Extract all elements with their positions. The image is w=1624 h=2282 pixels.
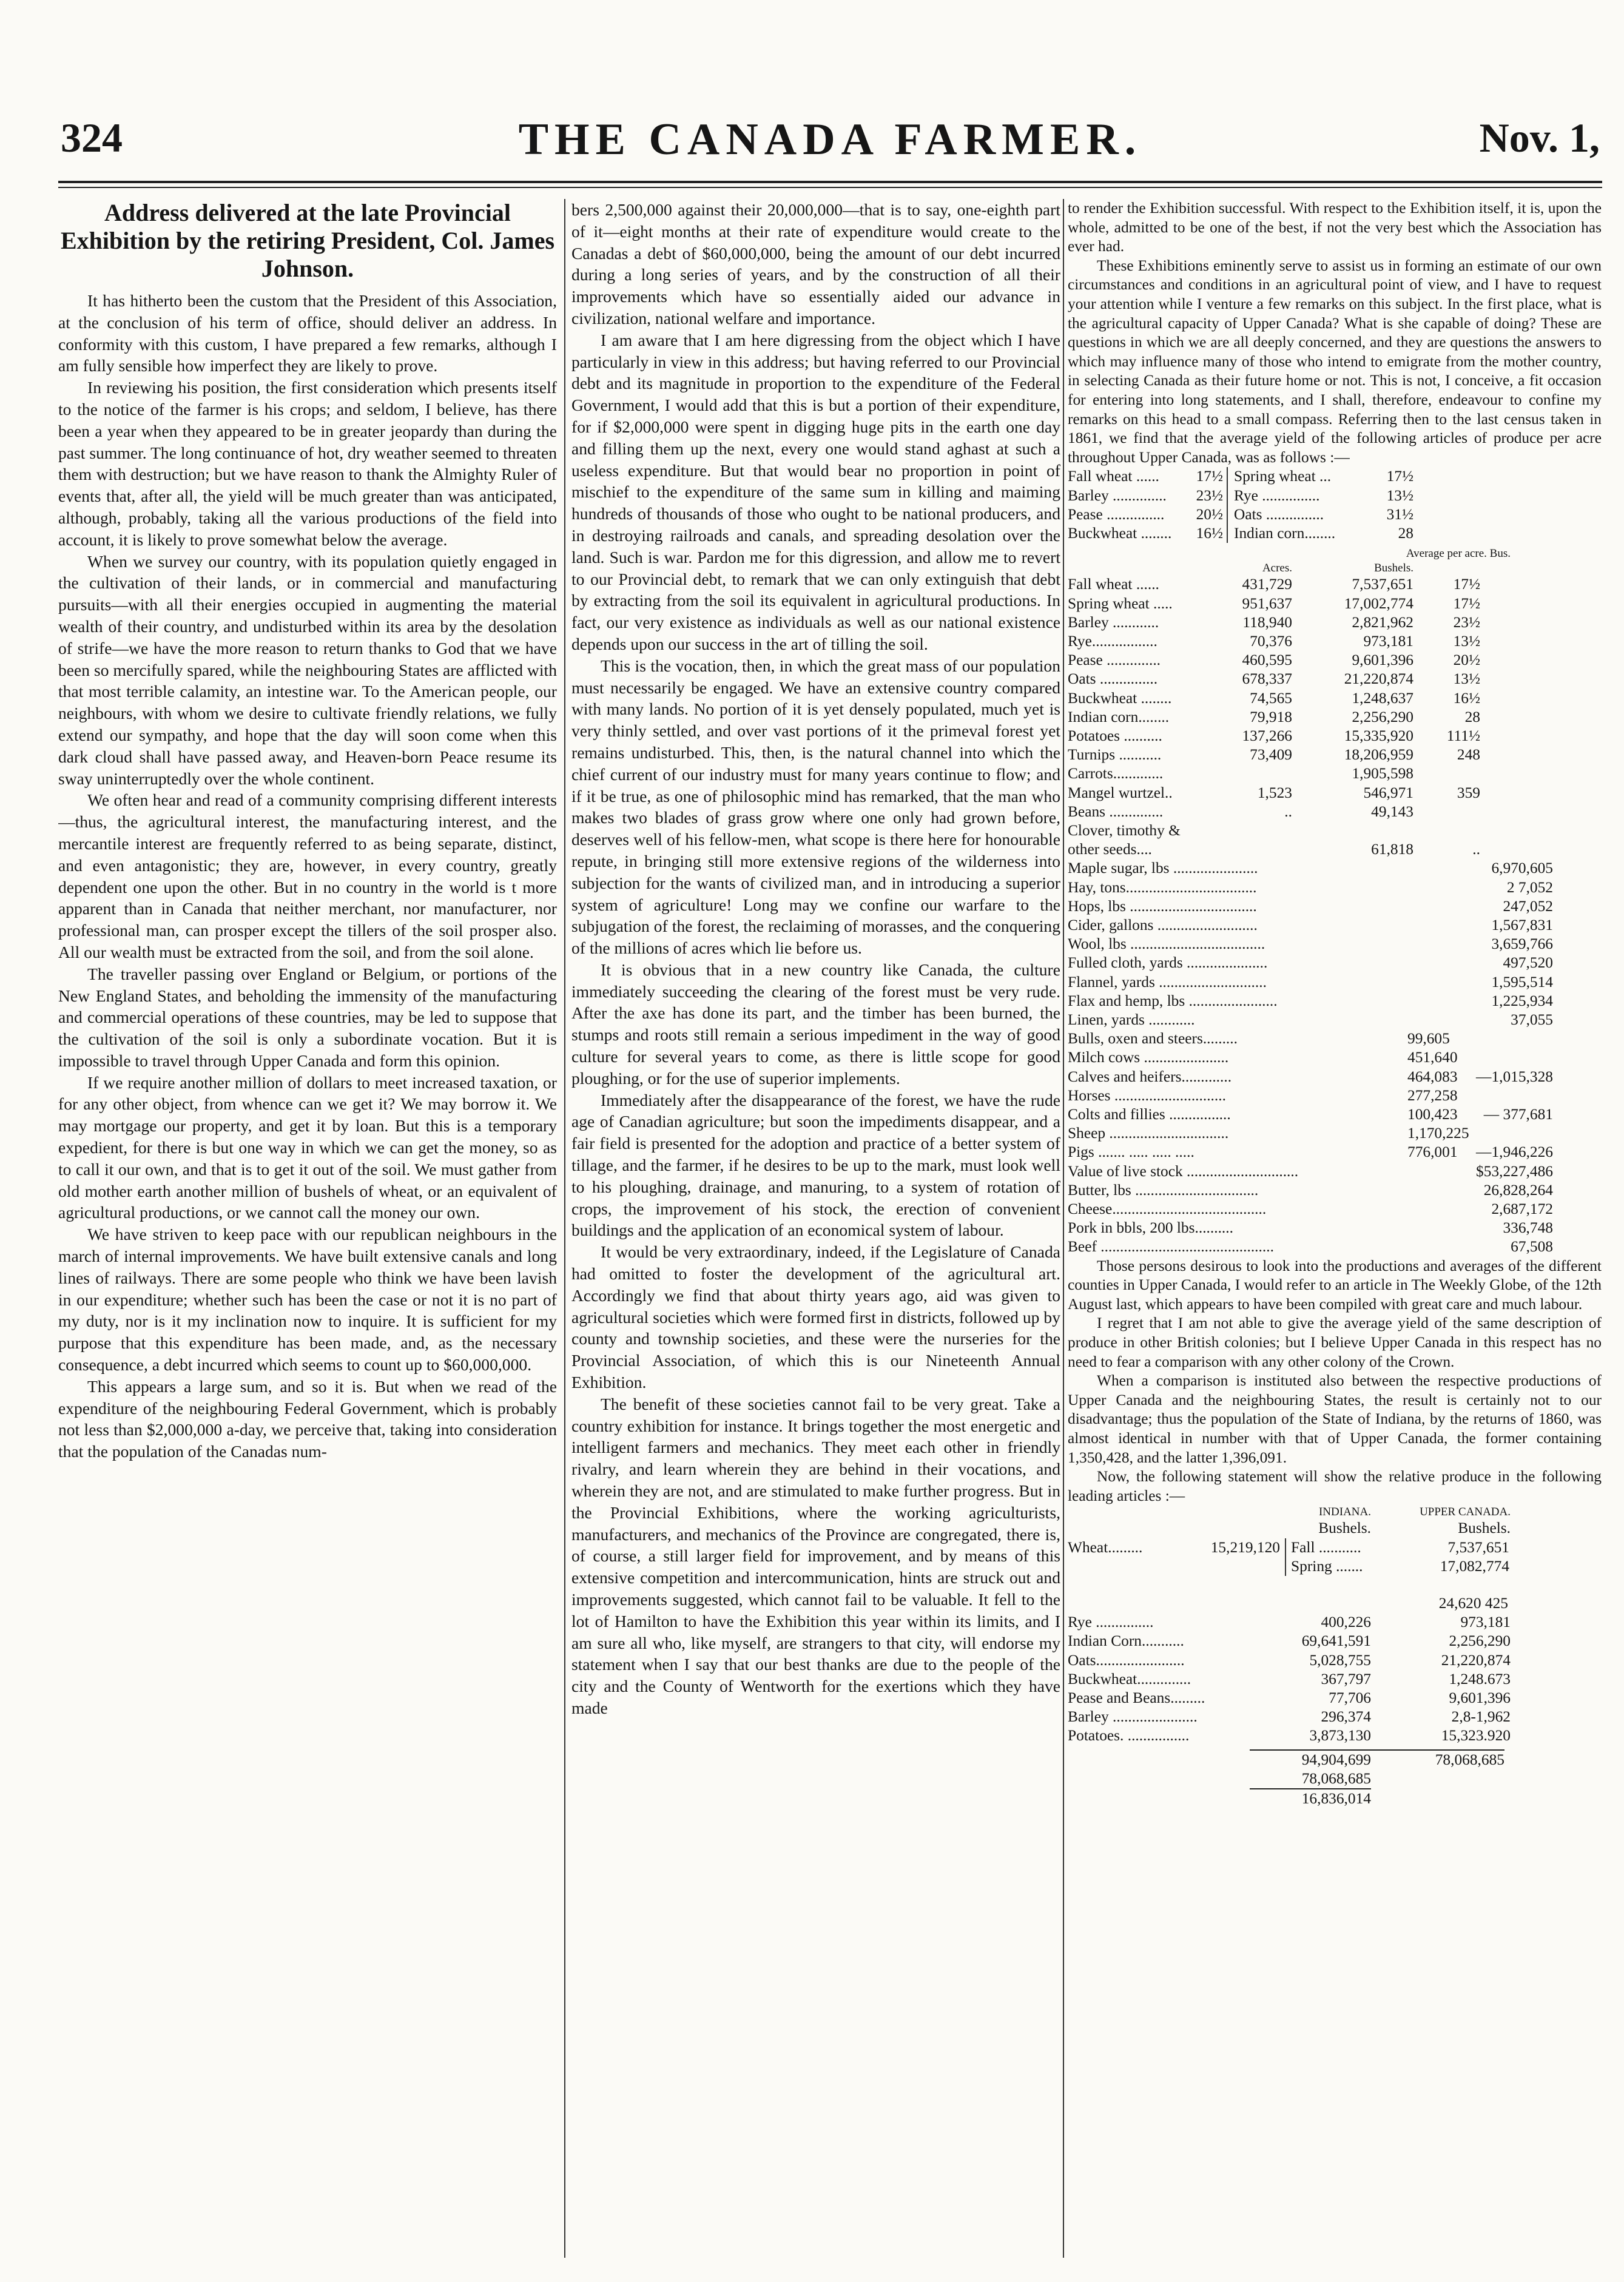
crop-name: Oats....................... bbox=[1068, 1651, 1185, 1669]
crop-label: Fall wheat ...... bbox=[1068, 468, 1159, 485]
crop-name: Clover, timothy & bbox=[1068, 821, 1181, 839]
product-name: Cider, gallons .......................... bbox=[1068, 916, 1258, 934]
census-row bbox=[1068, 746, 1602, 764]
upper-canada-header: UPPER CANADA. bbox=[1420, 1506, 1511, 1519]
indiana-value: 400,226 bbox=[1321, 1614, 1371, 1631]
paragraph: If we require another million of dollars to meet increased taxation, or for any other object, from whence can we get it? We may borrow it. We may mortgage our property, and get it by loan. But this is a temporary expedient, for there is but one way in which we can get the money, so as to call it our own, and that is to get it out of the soil. We must gather from old mother earth another million of bushels of wheat, or an equivalent of agricultural productions, or we cannot call the money our own. bbox=[58, 1072, 557, 1222]
census-row bbox=[1068, 803, 1602, 821]
product-name: Cheese........................................ bbox=[1068, 1200, 1267, 1218]
average-value: 111½ bbox=[1446, 727, 1480, 744]
indiana-header: INDIANA. bbox=[1318, 1506, 1371, 1519]
product-total: —1,015,328 bbox=[1476, 1068, 1553, 1085]
product-row bbox=[1068, 1200, 1602, 1219]
paragraph: Those persons desirous to look into the productions and averages of the different counties in Upper Canada, I would refer to an article in The Weekly Globe, of the 12th August last, which appears to have been compiled with great care and much labour. bbox=[1068, 1257, 1602, 1313]
product-total: — 377,681 bbox=[1483, 1106, 1553, 1123]
product-row bbox=[1068, 1237, 1602, 1256]
indiana-value: 5,028,755 bbox=[1309, 1651, 1371, 1669]
product-name: Butter, lbs ................................ bbox=[1068, 1181, 1259, 1199]
product-name: Hay, tons.................................. bbox=[1068, 878, 1257, 896]
average-value bbox=[1413, 803, 1480, 821]
crop-name: Rye................. bbox=[1068, 632, 1157, 650]
product-total: 37,055 bbox=[1511, 1011, 1553, 1028]
indiana-value: 3,873,130 bbox=[1309, 1727, 1371, 1745]
average-value: 17½ bbox=[1453, 576, 1480, 593]
acres-value: 73,409 bbox=[1250, 746, 1292, 764]
census-row bbox=[1068, 764, 1602, 783]
product-name: Colts and fillies ................ bbox=[1068, 1106, 1231, 1123]
acres-value: 460,595 bbox=[1242, 651, 1292, 669]
bushels-value: 18,206,959 bbox=[1344, 746, 1413, 764]
paragraph: We have striven to keep pace with our republican neighbours in the march of internal improvements. We have built extensive canals and long lines of railways. There are some people who think we have been lavish in our expenditure; whether such has been the case or not it is no part of my duty, nor is it my inclination now to inquire. It is sufficient for my purpose that this expenditure has been made, and, as the necessary consequence, a debt incurred which seems to count up to $60,000,000. bbox=[58, 1225, 557, 1375]
product-total: 1,225,934 bbox=[1491, 992, 1553, 1009]
bushels-value: 61,818 bbox=[1371, 841, 1413, 858]
product-total: 2,687,172 bbox=[1491, 1200, 1553, 1218]
product-total: $53,227,486 bbox=[1476, 1162, 1553, 1180]
product-total: —1,946,226 bbox=[1476, 1143, 1553, 1161]
article-heading: Address delivered at the late Provincial Exhibition by the retiring President, Col. James Johnson. bbox=[60, 199, 555, 282]
crop-name: Barley ............ bbox=[1068, 613, 1159, 631]
comparison-row bbox=[1068, 1613, 1602, 1632]
column-divider-1 bbox=[564, 199, 565, 2258]
bushels-value: 49,143 bbox=[1371, 803, 1413, 820]
census-row bbox=[1068, 821, 1602, 840]
product-name: Fulled cloth, yards ..................... bbox=[1068, 954, 1268, 972]
indiana-units: Bushels. bbox=[1318, 1520, 1371, 1537]
product-count bbox=[1407, 1011, 1444, 1029]
product-name: Sheep ............................... bbox=[1068, 1125, 1229, 1142]
product-total bbox=[1444, 1124, 1553, 1143]
wheat-row: Wheat......... 15,219,120 Fall ........... 7,537,651 bbox=[1068, 1538, 1602, 1557]
crop-name: Rye ............... bbox=[1068, 1614, 1154, 1631]
paragraph: The traveller passing over England or Belgium, or portions of the New England States, and beholding the immensity of the manufacturing and commercial operations of these countries, may be led to suppose that the cultivation of the soil is only a subordinate vocation. But it is impossible to travel through Upper Canada and form this opinion. bbox=[58, 964, 557, 1070]
masthead-title: THE CANADA FARMER. bbox=[518, 115, 1142, 164]
product-row bbox=[1068, 916, 1602, 935]
product-count: 451,640 bbox=[1407, 1049, 1458, 1066]
product-row bbox=[1068, 859, 1602, 878]
product-name: Maple sugar, lbs ...................... bbox=[1068, 860, 1258, 877]
product-total: 6,970,605 bbox=[1491, 860, 1553, 877]
yield-pair-row bbox=[1068, 524, 1602, 543]
product-count bbox=[1407, 1237, 1444, 1256]
acres-value: 678,337 bbox=[1242, 670, 1292, 688]
product-row bbox=[1068, 992, 1602, 1011]
acres-value: 70,376 bbox=[1250, 632, 1292, 650]
crop-name: Pease and Beans......... bbox=[1068, 1689, 1205, 1706]
census-row bbox=[1068, 708, 1602, 727]
acres-value: 951,637 bbox=[1242, 594, 1292, 612]
product-total: 2 7,052 bbox=[1506, 878, 1553, 896]
upper-canada-value: 973,181 bbox=[1460, 1614, 1511, 1631]
crop-name: Spring wheat ..... bbox=[1068, 594, 1173, 612]
acres-value: 118,940 bbox=[1242, 613, 1292, 631]
paragraph: In reviewing his position, the first consideration which presents itself to the notice of the farmer is his crops; and seldom, I believe, has there been a year when they appeared to be in greater jeopardy than during the past summer. The long continuance of hot, dry weather seemed to threaten them with destruction; but we have reason to thank the Almighty Ruler of events that, after all, the yield will be much greater than was anticipated, although, probably, taking all the various productions of the field into account, it is likely to prove somewhat below the average. bbox=[58, 378, 557, 549]
average-value bbox=[1413, 764, 1480, 783]
comparison-row bbox=[1068, 1689, 1602, 1708]
paragraph: It has hitherto been the custom that the President of this Association, at the conclusion of his term of office, should deliver an address. In conformity with this custom, I have prepared a few remarks, although I am fully sensible how imperfect they are likely to prove. bbox=[58, 291, 557, 375]
column-3-outro bbox=[1068, 1257, 1602, 1506]
product-count bbox=[1407, 916, 1444, 935]
product-row bbox=[1068, 954, 1602, 972]
paragraph: I am aware that I am here digressing from the object which I have particularly in view in this address; but having referred to our Provincial debt and its magnitude in proportion to the expenditure of the Federal Government, I would add that this is but a portion of their expenditure, for if $2,000,000 were spent in digging huge pits in the earth one day and filling them up the next, every one would stand aghast at such a useless expenditure. But that would bear no proportion in point of mischief to the expenditure of the same sum in killing and maiming hundreds of thousands of those who ought to be national producers, and in destroying railroads and canals, and spreading desolation over the land. Such is war. Pardon me for this digression, and allow me to revert to our Provincial debt, to remark that we can only extinguish that debt by extracting from the soil its equivalent in agricultural productions. In fact, our very existence as individuals as well as our national existence depends upon our success in the art of tilling the soil. bbox=[571, 330, 1060, 653]
crop-name: Carrots............. bbox=[1068, 765, 1164, 783]
average-value: 28 bbox=[1464, 708, 1480, 725]
paragraph: These Exhibitions eminently serve to assist us in forming an estimate of our own circumstances and conditions in an agricultural point of view, and I have to request your attention while I venture a few remarks on this subject. In the first place, what is the agricultural capacity of Upper Canada? What is she capable of doing? These are questions in which we are all deeply concerned, and they are questions the answers to which may influence many of those who intend to emigrate from the mother country, in selecting Canada as their future home or not. This is not, I conceive, a fit occasion for entering into long statements, and I shall, therefore, endeavour to confine my remarks on this head to a small compass. Referring then to the last census taken in 1861, we find that the average yield of the following articles of produce per acre throughout Upper Canada, was as follows :— bbox=[1068, 257, 1602, 466]
paragraph: When we survey our country, with its population quietly engaged in the cultivation of their lands, or in commercial and manufacturing pursuits—with all their energies occupied in augmenting the material wealth of their country, and undisturbed within its area by the desolation of strife—we have the more reason to return thanks to God that we have been so mercifully spared, while the neighbouring States are afflicted with that most terrible calamity, an intestine war. To the American people, our neighbours, with whom we desire to cultivate friendly relations, we fully extend our sympathy, and hope that the day will soon come when this dark cloud shall have passed away, and Heaven-born Peace resume its sway uninterruptedly over the whole continent. bbox=[58, 551, 557, 788]
page-number: 324 bbox=[61, 115, 123, 161]
crop-name: Turnips ........... bbox=[1068, 746, 1162, 764]
bushels-value: 546,971 bbox=[1363, 784, 1413, 801]
crop-label: Rye ............... bbox=[1234, 486, 1320, 504]
product-total: 1,595,514 bbox=[1491, 973, 1553, 991]
comparison-row bbox=[1068, 1726, 1602, 1745]
paragraph: I regret that I am not able to give the average yield of the same description of produce in other British colonies; but I believe Upper Canada in this respect has no need to fear a comparison with any other colony of the Crown. bbox=[1068, 1314, 1602, 1370]
paragraph: This appears a large sum, and so it is. But when we read of the expenditure of the neighbouring Federal Government, which is probably not less than $2,000,000 a-day, we perceive that, taking into consideration that the population of the Canadas num- bbox=[58, 1376, 557, 1461]
crop-name: Buckwheat.............. bbox=[1068, 1670, 1191, 1688]
census-row bbox=[1068, 651, 1602, 670]
upper-canada-value: 1,248.673 bbox=[1449, 1670, 1511, 1688]
census-row bbox=[1068, 840, 1602, 859]
product-name: Value of live stock ............................. bbox=[1068, 1162, 1299, 1180]
average-value: 23½ bbox=[1453, 613, 1480, 631]
product-row bbox=[1068, 1105, 1602, 1124]
product-row bbox=[1068, 1162, 1602, 1181]
upper-canada-value: 9,601,396 bbox=[1449, 1689, 1511, 1706]
product-count bbox=[1407, 1162, 1444, 1181]
indiana-value: 296,374 bbox=[1321, 1708, 1371, 1726]
bushels-value: 7,537,651 bbox=[1352, 576, 1413, 593]
product-name: Linen, yards ............ bbox=[1068, 1011, 1195, 1028]
column-1 bbox=[58, 199, 557, 2264]
product-name: Bulls, oxen and steers......... bbox=[1068, 1030, 1238, 1048]
average-value: 17½ bbox=[1453, 594, 1480, 612]
acres-value bbox=[1201, 764, 1292, 783]
products-table bbox=[1068, 859, 1602, 1256]
crop-name: Barley ...................... bbox=[1068, 1708, 1198, 1726]
product-total bbox=[1444, 1048, 1553, 1067]
column-2 bbox=[571, 199, 1060, 2264]
bushels-value: 15,335,920 bbox=[1344, 727, 1413, 744]
product-total: 3,659,766 bbox=[1491, 935, 1553, 953]
product-row bbox=[1068, 1011, 1602, 1029]
header-rule-top bbox=[58, 181, 1602, 183]
product-row bbox=[1068, 897, 1602, 916]
product-count bbox=[1407, 859, 1444, 878]
acres-value: 79,918 bbox=[1250, 708, 1292, 725]
bushels-value: 17,002,774 bbox=[1344, 594, 1413, 612]
indiana-total: 94,904,699 bbox=[1250, 1749, 1371, 1769]
crop-name: Indian Corn........... bbox=[1068, 1632, 1184, 1650]
census-row bbox=[1068, 784, 1602, 803]
product-row bbox=[1068, 1143, 1602, 1162]
acres-value bbox=[1201, 821, 1292, 840]
product-name: Flax and hemp, lbs ....................... bbox=[1068, 992, 1278, 1009]
product-total: 26,828,264 bbox=[1483, 1181, 1553, 1199]
product-total: 1,567,831 bbox=[1491, 916, 1553, 934]
average-value: 16½ bbox=[1453, 689, 1480, 707]
upper-canada-value: 15,323.920 bbox=[1441, 1727, 1511, 1745]
product-count bbox=[1407, 935, 1444, 954]
product-row bbox=[1068, 1029, 1602, 1048]
product-total: 247,052 bbox=[1503, 897, 1553, 915]
issue-date: Nov. 1, bbox=[1479, 115, 1600, 161]
column-2-text bbox=[571, 199, 1060, 1719]
paragraph: We often hear and read of a community comprising different interests—thus, the agricultural interest, the manufacturing interest, and the mercantile interest are frequently referred to as being separate, distinct, and even antagonistic; they are, however, in every country, greatly dependent one upon the other. But in no country in the world is t more apparent than in Canada that neither merchant, nor manufacturer, nor professional man, can prosper except the tillers of the soil prosper also. All our wealth must be extracted from the soil, and from the soil alone. bbox=[58, 790, 557, 961]
crop-label: Spring wheat ... bbox=[1234, 468, 1332, 485]
column-divider-2 bbox=[1063, 199, 1064, 2258]
average-value: 20½ bbox=[1453, 651, 1480, 669]
upper-canada-value: 2,8-1,962 bbox=[1451, 1708, 1511, 1726]
column-3 bbox=[1068, 199, 1602, 2264]
column-3-intro bbox=[1068, 199, 1602, 467]
product-count: 1,170,225 bbox=[1407, 1125, 1469, 1142]
crop-name: Fall wheat ...... bbox=[1068, 576, 1159, 593]
paragraph: Immediately after the disappearance of the forest, we have the rude age of Canadian agriculture; but soon the impediments disappear, and a fair field is presented for the adoption and practice of a better system of tillage, and the farmer, if he desires to be up to the mark, must look well to his ploughing, drainage, and manuring, to a system of rotation of crops, the improvement of his stock, the erection of convenient buildings and the application of an economical system of labour. bbox=[571, 1090, 1060, 1240]
product-name: Wool, lbs ................................... bbox=[1068, 935, 1265, 953]
product-row bbox=[1068, 973, 1602, 992]
product-total: 497,520 bbox=[1503, 954, 1553, 972]
census-row bbox=[1068, 727, 1602, 746]
comparison-row bbox=[1068, 1708, 1602, 1726]
acres-value: 431,729 bbox=[1242, 576, 1292, 593]
census-table bbox=[1068, 562, 1602, 859]
acres-value: .. bbox=[1284, 803, 1292, 820]
crop-yield: 20½ bbox=[1189, 505, 1228, 524]
product-row bbox=[1068, 1124, 1602, 1143]
acres-value: 74,565 bbox=[1250, 689, 1292, 707]
paragraph: to render the Exhibition successful. With respect to the Exhibition itself, it is, upon the whole, admitted to be one of the best, if not the very best which the Association has ever had. bbox=[1068, 200, 1602, 255]
bushels-header: Bushels. bbox=[1374, 562, 1413, 575]
column-1-text bbox=[58, 290, 557, 1462]
upper-canada-value: 21,220,874 bbox=[1441, 1651, 1511, 1669]
paragraph: When a comparison is instituted also between the respective productions of Upper Canada and the neighbouring States, the result is certainly not to our disadvantage; thus the population of the State of Indiana, by the returns of 1860, was almost identical in number with that of Upper Canada, the former containing 1,350,428, and the latter 1,396,091. bbox=[1068, 1372, 1602, 1466]
bushels-value: 2,256,290 bbox=[1352, 708, 1413, 725]
bushels-value: 1,905,598 bbox=[1352, 765, 1413, 783]
crop-name: Pease .............. bbox=[1068, 651, 1161, 669]
census-row bbox=[1068, 575, 1602, 594]
bushels-value: 21,220,874 bbox=[1344, 670, 1413, 688]
product-count bbox=[1407, 878, 1444, 897]
product-total bbox=[1444, 1029, 1553, 1048]
yield-pair-row bbox=[1068, 505, 1602, 524]
product-name: Pigs ....... ..... ..... ..... bbox=[1068, 1143, 1194, 1161]
product-name: Flannel, yards ............................ bbox=[1068, 973, 1267, 991]
average-value: 13½ bbox=[1453, 632, 1480, 650]
average-value: 248 bbox=[1457, 746, 1480, 764]
average-value: 359 bbox=[1457, 784, 1480, 801]
product-count bbox=[1407, 954, 1444, 972]
indiana-value: 69,641,591 bbox=[1301, 1632, 1371, 1650]
crop-yield: 13½ bbox=[1386, 486, 1413, 504]
yield-pair-row bbox=[1068, 486, 1602, 505]
average-value: .. bbox=[1472, 841, 1480, 858]
acres-value bbox=[1201, 840, 1292, 859]
product-count bbox=[1407, 992, 1444, 1011]
product-count bbox=[1407, 1200, 1444, 1219]
census-row bbox=[1068, 613, 1602, 632]
product-name: Horses ............................. bbox=[1068, 1086, 1226, 1104]
comparison-table: INDIANA. UPPER CANADA. Bushels. Bushels. Wheat......... 15,219,120 Fall ........... 7,537,651 Spring ....... 17,082,774 24,620 425 Rye ............... 400,226 973,181 Indian Corn........... 69,641,591 2,256,290 Oats....................... 5,028,755 21,220,874 Buckwheat.............. 367,797 1,248.673 Pease and Beans......... 77,706 9,601,396 Barley ...................... 296,374 2,8-1,962 Potatoes. ................ 3,873,130 15,323.920 94,904,699 78,068,685 78,068,685 16,836,014 bbox=[1068, 1506, 1602, 1808]
product-total: 67,508 bbox=[1511, 1238, 1553, 1256]
crop-label: Indian corn........ bbox=[1234, 524, 1336, 542]
product-name: Beef ............................................. bbox=[1068, 1238, 1274, 1256]
indiana-subtract: 78,068,685 bbox=[1301, 1769, 1371, 1787]
average-note: Average per acre. Bus. bbox=[1406, 547, 1511, 560]
product-count: 776,001 bbox=[1407, 1143, 1458, 1161]
header-rule-bottom bbox=[58, 187, 1602, 188]
bushels-value: 2,821,962 bbox=[1352, 613, 1413, 631]
crop-name: Oats ............... bbox=[1068, 670, 1158, 688]
bushels-value: 1,248,637 bbox=[1352, 689, 1413, 707]
comparison-row bbox=[1068, 1632, 1602, 1651]
crop-yield: 28 bbox=[1398, 524, 1413, 542]
crop-label: Oats ............... bbox=[1234, 505, 1324, 523]
bushels-value bbox=[1292, 821, 1413, 840]
product-total: 336,748 bbox=[1503, 1219, 1553, 1237]
product-row bbox=[1068, 1048, 1602, 1067]
upper-canada-total: 78,068,685 bbox=[1371, 1749, 1504, 1769]
crop-yield: 17½ bbox=[1189, 467, 1228, 486]
acres-value: 137,266 bbox=[1242, 727, 1292, 744]
crop-label: Buckwheat ........ bbox=[1068, 524, 1172, 542]
paragraph: Now, the following statement will show the relative produce in the following leading articles :— bbox=[1068, 1468, 1602, 1504]
paragraph: The benefit of these societies cannot fail to be very great. Take a country exhibition for instance. It brings together the most energetic and intelligent farmers and mechanics. They meet each other in friendly rivalry, and learn wherein they are behind in their vocations, and wherein they are not, and are stimulated to make further progress. But in the Provincial Exhibitions, where the working agriculturists, manufacturers, and mechanics of the Province are congregated, there is, of course, a still larger field for improvement, and by means of this extensive competition and intercommunication, hints are struck out and improvements suggested, which cannot fail to be valuable. It fell to the lot of Hamilton to have the Exhibition this year within its limits, and I am sure all who, like myself, are strangers to that city, will endorse my statement when I say that our best thanks are due to the people of the city and the County of Wentworth for the exertions which they have made bbox=[571, 1394, 1060, 1717]
comparison-row bbox=[1068, 1651, 1602, 1670]
product-row bbox=[1068, 1086, 1602, 1105]
product-row bbox=[1068, 935, 1602, 954]
crop-name: Potatoes. ................ bbox=[1068, 1727, 1190, 1745]
crop-yield: 23½ bbox=[1189, 486, 1228, 505]
indiana-value: 77,706 bbox=[1329, 1689, 1371, 1706]
average-value bbox=[1413, 821, 1480, 840]
upper-canada-units: Bushels. bbox=[1458, 1520, 1511, 1537]
acres-value: 1,523 bbox=[1257, 784, 1292, 801]
product-count: 99,605 bbox=[1407, 1030, 1450, 1048]
census-row bbox=[1068, 594, 1602, 613]
product-total bbox=[1444, 1086, 1553, 1105]
census-row bbox=[1068, 689, 1602, 708]
crop-label: Pease ............... bbox=[1068, 505, 1165, 523]
product-row bbox=[1068, 1181, 1602, 1200]
yield-summary-table bbox=[1068, 467, 1602, 543]
crop-yield: 31½ bbox=[1386, 505, 1413, 523]
crop-name: Mangel wurtzel.. bbox=[1068, 784, 1173, 801]
census-row bbox=[1068, 670, 1602, 688]
upper-canada-value: 2,256,290 bbox=[1449, 1632, 1511, 1650]
average-value: 13½ bbox=[1453, 670, 1480, 688]
product-count: 277,258 bbox=[1407, 1086, 1458, 1104]
product-count bbox=[1407, 1219, 1444, 1237]
paragraph: It is obvious that in a new country like Canada, the culture immediately succeeding the clearing of the forest must be very rude. After the axe has done its part, and the timber has been burned, the stumps and roots still remain a serious impediment in the way of good culture for several years to come, as there is little scope for good ploughing, or for the use of superior implements. bbox=[571, 960, 1060, 1088]
comparison-row bbox=[1068, 1670, 1602, 1689]
crop-name: Beans .............. bbox=[1068, 803, 1164, 820]
crop-yield: 16½ bbox=[1189, 524, 1228, 543]
product-name: Pork in bbls, 200 lbs.......... bbox=[1068, 1219, 1233, 1237]
indiana-value: 367,797 bbox=[1321, 1670, 1371, 1688]
yield-pair-row bbox=[1068, 467, 1602, 486]
bushels-value: 9,601,396 bbox=[1352, 651, 1413, 669]
census-row bbox=[1068, 632, 1602, 651]
crop-name: Potatoes .......... bbox=[1068, 727, 1162, 744]
crop-label: Barley .............. bbox=[1068, 486, 1167, 504]
paragraph: This is the vocation, then, in which the great mass of our population must necessarily be engaged. We have an extensive country compared with many lands. No portion of it is yet densely populated, much yet is very thinly settled, and over vast portions of it the primeval forest yet remains undisturbed. This, then, is the natural channel into which the chief current of our industry must for many years continue to flow; and if it be true, as one of philosophic mind has remarked, that the man who makes two blades of grass grow where one only had grown before, deserves well of his fellow-men, what scope is there here for honourable repute, in bringing still more extensive regions of the wilderness into subjection for the wants of civilized man, and in introducing a superior system of agriculture! Long may we confine our warfare to the subjugation of the forest, the reclaiming of morasses, and the conquering of the millions of acres which lie before us. bbox=[571, 656, 1060, 958]
page-header bbox=[61, 114, 1600, 169]
acres-header: Acres. bbox=[1262, 562, 1292, 575]
product-name: Hops, lbs ................................. bbox=[1068, 897, 1257, 915]
product-name: Calves and heifers............. bbox=[1068, 1068, 1232, 1085]
product-count: 464,083 bbox=[1407, 1068, 1458, 1085]
product-row bbox=[1068, 1219, 1602, 1237]
wheat-total: 24,620 425 bbox=[1438, 1594, 1508, 1612]
crop-yield: 17½ bbox=[1386, 468, 1413, 485]
product-name: Milch cows ...................... bbox=[1068, 1049, 1229, 1066]
crop-name: Buckwheat ........ bbox=[1068, 689, 1172, 707]
product-row bbox=[1068, 878, 1602, 897]
paragraph: bers 2,500,000 against their 20,000,000—that is to say, one-eighth part of it—eight months at their rate of expenditure would create to the Canadas a debt of $60,000,000, being the amount of our debt incurred during a long series of years, and by the construction of all their improvements which have so essentially aided our advance in civilization, national welfare and importance. bbox=[571, 200, 1060, 328]
product-count bbox=[1407, 897, 1444, 916]
product-row bbox=[1068, 1068, 1602, 1086]
difference-total: 16,836,014 bbox=[1250, 1788, 1371, 1808]
crop-name: Indian corn........ bbox=[1068, 708, 1170, 725]
product-count bbox=[1407, 973, 1444, 992]
crop-name: other seeds.... bbox=[1068, 841, 1152, 858]
product-count: 100,423 bbox=[1407, 1106, 1458, 1123]
product-count bbox=[1407, 1181, 1444, 1200]
bushels-value: 973,181 bbox=[1363, 632, 1413, 650]
paragraph: It would be very extraordinary, indeed, if the Legislature of Canada had omitted to foster the development of the agricultural art. Accordingly we find that about thirty years ago, aid was given to agricultural societies which were formed first in districts, followed up by county and township societies, and these were the nurseries for the Provincial Association, of which this is our Nineteenth Annual Exhibition. bbox=[571, 1242, 1060, 1392]
census-header-row bbox=[1068, 562, 1602, 575]
